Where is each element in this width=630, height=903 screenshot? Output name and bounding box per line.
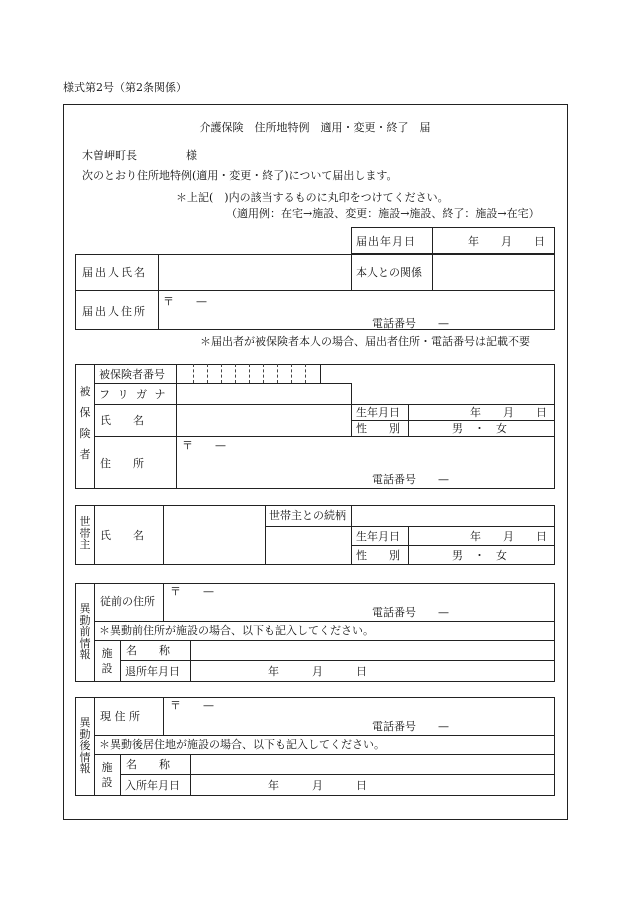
addressee-honorific: 様 (186, 149, 197, 162)
before-address-label: 従前の住所 (100, 595, 155, 608)
after-side-label: 異動後情報 (79, 716, 91, 776)
insured-birth-field[interactable]: 年 月 日 (470, 406, 547, 419)
after-note: ＊異動後居住地が施設の場合、以下も記入してください。 (99, 738, 385, 751)
insured-sex-field[interactable]: 男 ・ 女 (452, 422, 507, 435)
after-facility-label: 施設 (101, 761, 113, 790)
householder-birth-label: 生年月日 (356, 530, 400, 543)
before-facility-label: 施設 (101, 647, 113, 676)
insured-number-label: 被保険者番号 (99, 368, 165, 381)
before-facility-name-label: 名 称 (126, 644, 170, 657)
householder-relation-label: 世帯主との続柄 (269, 509, 346, 522)
notifier-relation-label: 本人との関係 (356, 266, 422, 279)
householder-name-label: 氏 名 (100, 529, 144, 542)
householder-sex-label: 性 別 (356, 549, 400, 562)
insured-sex-label: 性 別 (356, 422, 400, 435)
insured-phone[interactable]: 電話番号 — (372, 473, 449, 486)
examples-note: （適用例：在宅→施設、変更：施設→施設、終了：施設→在宅） (226, 207, 540, 220)
insured-side-label: 被保険者 (79, 385, 91, 461)
notify-date-label: 届出年月日 (356, 235, 416, 248)
before-postal[interactable]: 〒 — (170, 585, 214, 598)
insured-postal[interactable]: 〒 — (182, 439, 226, 452)
before-exit-date-field[interactable]: 年 月 日 (268, 665, 367, 678)
notifier-table (75, 254, 555, 330)
notifier-name-label: 届出人氏名 (82, 266, 147, 279)
intro-text: 次のとおり住所地特例(適用・変更・終了)について届出します。 (82, 169, 398, 182)
before-phone[interactable]: 電話番号 — (372, 606, 449, 619)
householder-sex-field[interactable]: 男 ・ 女 (452, 549, 507, 562)
before-side-label: 異動前情報 (79, 602, 91, 662)
form-title: 介護保険 住所地特例 適用・変更・終了 届 (199, 121, 431, 134)
after-address-label: 現 住 所 (100, 710, 140, 723)
after-phone[interactable]: 電話番号 — (372, 720, 449, 733)
insured-birth-label: 生年月日 (356, 406, 400, 419)
insured-furigana-label: フ リ ガ ナ (99, 388, 168, 401)
householder-birth-field[interactable]: 年 月 日 (470, 530, 547, 543)
notifier-postal[interactable]: 〒 — (163, 295, 207, 308)
after-postal[interactable]: 〒 — (170, 699, 214, 712)
before-note: ＊異動前住所が施設の場合、以下も記入してください。 (99, 624, 374, 637)
insured-address-label: 住 所 (100, 457, 144, 470)
insured-name-label: 氏 名 (100, 414, 144, 427)
addressee: 木曽岬町長 (82, 149, 137, 162)
form-number: 様式第2号（第2条関係） (63, 81, 187, 94)
after-entry-date-field[interactable]: 年 月 日 (268, 779, 367, 792)
householder-side-label: 世帯主 (79, 515, 91, 552)
notify-date-field[interactable]: 年 月 日 (468, 235, 545, 248)
after-facility-name-label: 名 称 (126, 758, 170, 771)
notifier-address-label: 届出人住所 (82, 305, 147, 318)
before-exit-date-label: 退所年月日 (125, 665, 180, 678)
after-entry-date-label: 入所年月日 (125, 779, 180, 792)
instruction-note: ＊上記( )内の該当するものに丸印をつけてください。 (176, 191, 449, 204)
notifier-note: ＊届出者が被保険者本人の場合、届出者住所・電話番号は記載不要 (200, 335, 530, 348)
notifier-phone[interactable]: 電話番号 — (372, 317, 449, 330)
